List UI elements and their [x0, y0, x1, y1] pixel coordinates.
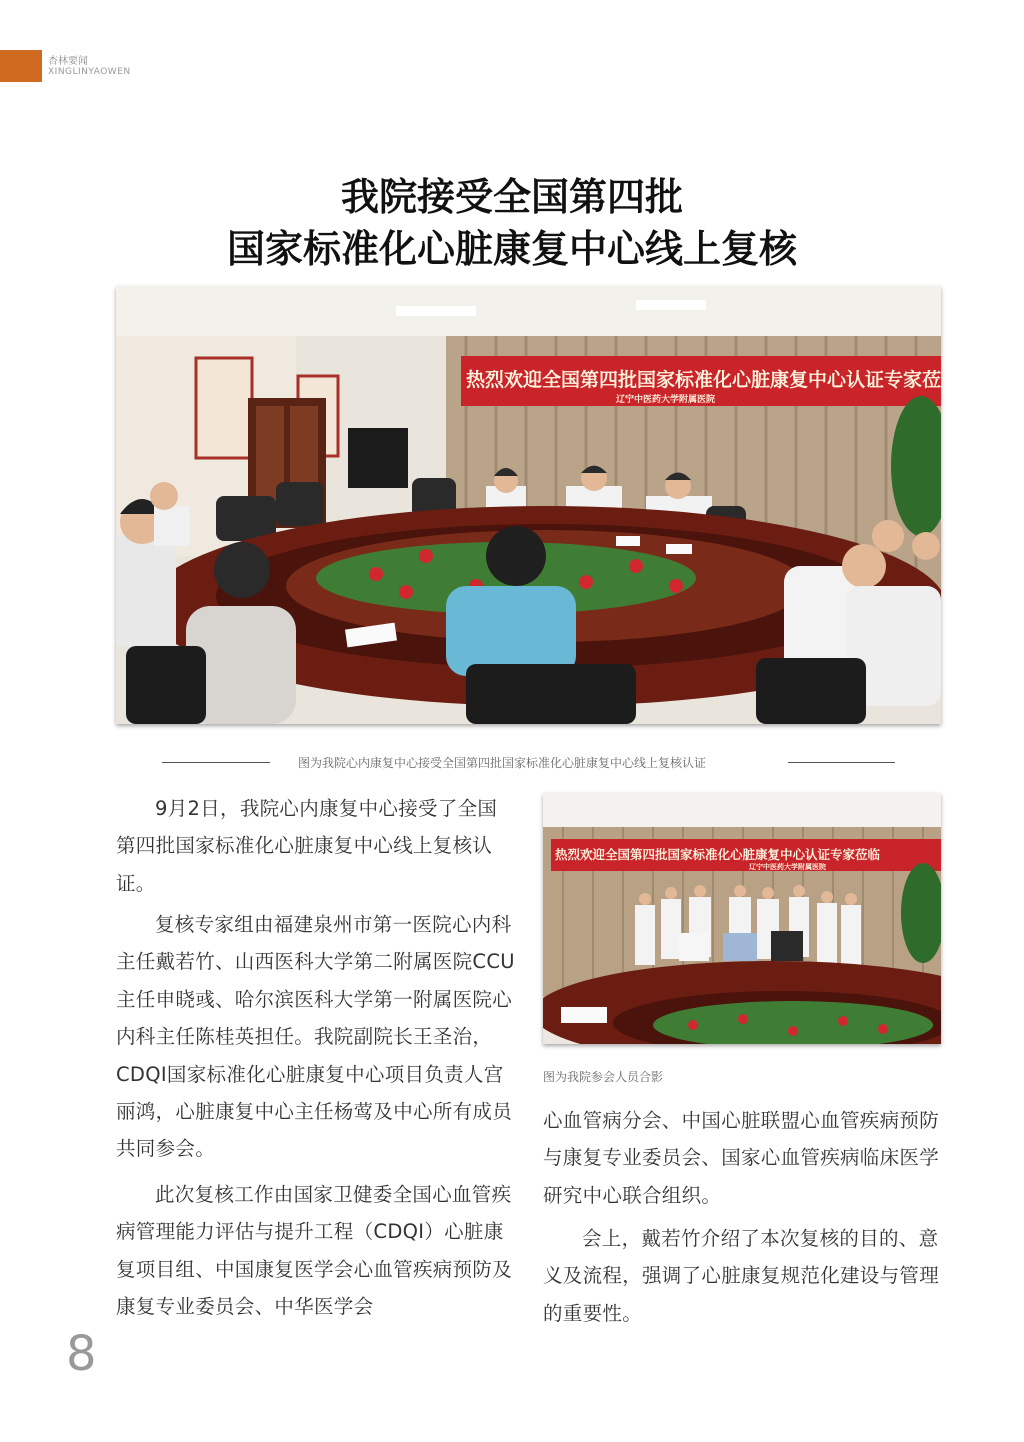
banner-text: 热烈欢迎全国第四批国家标准化心脏康复中心认证专家莅 [466, 369, 941, 391]
main-photo-caption: 图为我院心内康复中心接受全国第四批国家标准化心脏康复中心线上复核认证 [298, 756, 707, 770]
paragraph-1: 9月2日，我院心内康复中心接受了全国第四批国家标准化心脏康复中心线上复核认证。 [116, 797, 498, 895]
caption-rule-right [788, 762, 895, 763]
paragraph-3: 此次复核工作由国家卫健委全国心血管疾病管理能力评估与提升工程（CDQI）心脏康复项目组、中国康复医学会心血管疾病预防及康复专业委员会、中华医学会 [116, 1183, 513, 1319]
section-accent-bar [0, 50, 42, 82]
meeting-photo [116, 286, 941, 724]
group-banner-text: 热烈欢迎全国第四批国家标准化心脏康复中心认证专家莅临 [555, 847, 881, 862]
group-photo-caption: 图为我院参会人员合影 [543, 1070, 664, 1084]
paragraph-2: 复核专家组由福建泉州市第一医院心内科主任戴若竹、山西医科大学第二附属医院CCU主任申晓彧、哈尔滨医科大学第一附属医院心内科主任陈桂英担任。我院副院长王圣治，CDQI国家标准化心脏康复中心项目负责人宫丽鸿，心脏康复中心主任杨莺及中心所有成员共同参会。 [116, 913, 515, 1161]
paragraph-3-continued: 心血管病分会、中国心脏联盟心血管疾病预防与康复专业委员会、国家心血管疾病临床医学研究中心联合组织。 [543, 1109, 940, 1207]
banner-subtext: 辽宁中医药大学附属医院 [616, 395, 716, 405]
group-banner-subtext: 辽宁中医药大学附属医院 [749, 863, 826, 871]
article-title-line1: 我院接受全国第四批 [340, 174, 683, 219]
article-title-line2: 国家标准化心脏康复中心线上复核 [226, 226, 797, 271]
group-photo [543, 793, 941, 1044]
caption-rule-left [162, 762, 270, 763]
section-label: 杏林要闻 [48, 56, 88, 67]
section-label-en: XINGLINYAOWEN [48, 67, 131, 77]
paragraph-4: 会上，戴若竹介绍了本次复核的目的、意义及流程，强调了心脏康复规范化建设与管理的重要性。 [543, 1227, 940, 1325]
page-number: 8 [66, 1326, 97, 1382]
